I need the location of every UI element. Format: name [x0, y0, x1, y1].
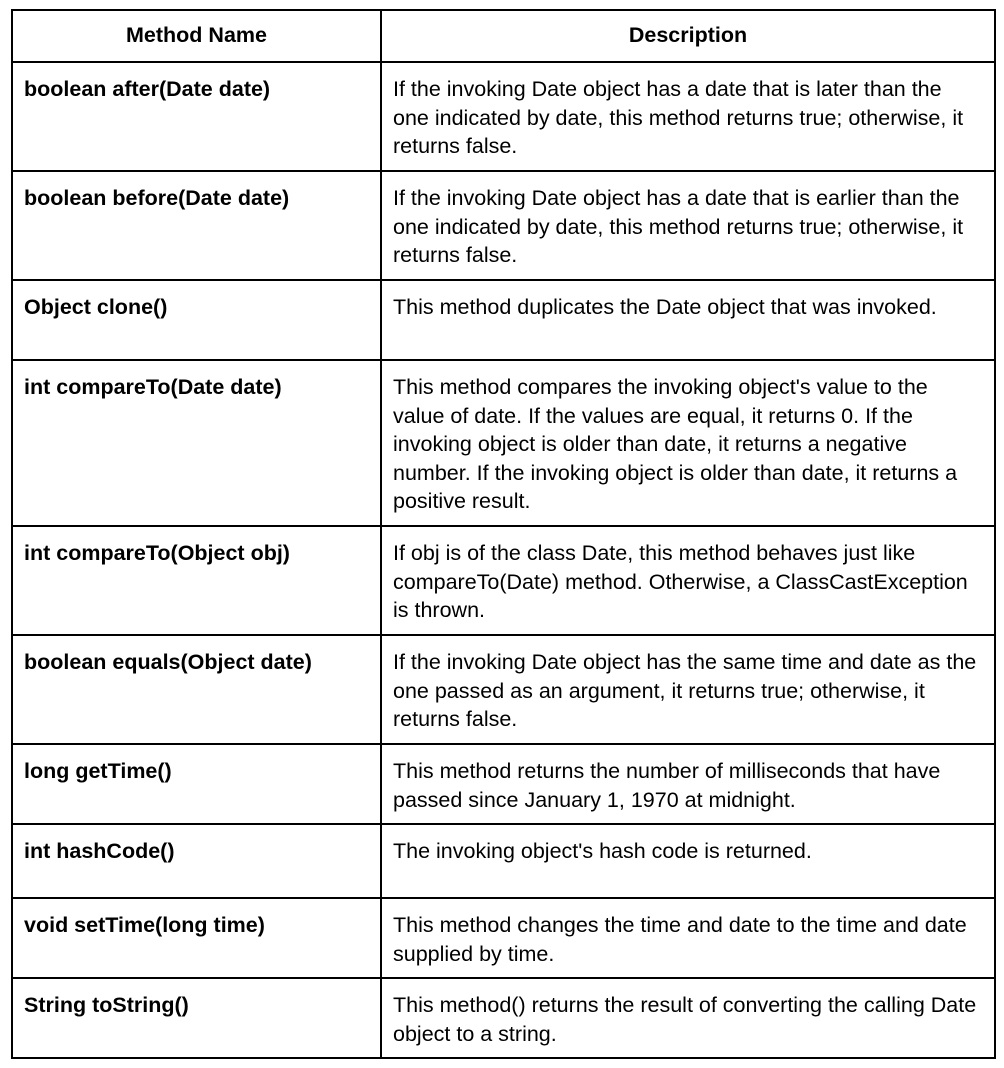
method-description-cell: This method() returns the result of converting the calling Date object to a string.: [381, 978, 995, 1058]
method-name-cell: boolean before(Date date): [12, 171, 381, 280]
method-name-cell: int compareTo(Object obj): [12, 526, 381, 635]
method-description-cell: This method duplicates the Date object that was invoked.: [381, 280, 995, 360]
method-name-cell: boolean equals(Object date): [12, 635, 381, 744]
table-row: [12, 978, 995, 1058]
method-description-cell: If the invoking Date object has a date that is earlier than the one indicated by date, this method returns true; otherwise, it returns false.: [381, 171, 995, 280]
header-method-name: Method Name: [12, 10, 381, 62]
method-description-cell: The invoking object's hash code is returned.: [381, 824, 995, 898]
method-description-cell: If obj is of the class Date, this method behaves just like compareTo(Date) method. Otherwise, a ClassCastException is thrown.: [381, 526, 995, 635]
table-row: [12, 526, 995, 635]
method-description-cell: This method compares the invoking object's value to the value of date. If the values are equal, it returns 0. If the invoking object is older than date, it returns a negative number. If the invoking object is older than date, it returns a positive result.: [381, 360, 995, 526]
table-row: [12, 171, 995, 280]
method-description-cell: If the invoking Date object has a date that is later than the one indicated by date, this method returns true; otherwise, it returns false.: [381, 62, 995, 171]
method-name-cell: int compareTo(Date date): [12, 360, 381, 526]
method-name-cell: Object clone(): [12, 280, 381, 360]
method-description-cell: This method returns the number of milliseconds that have passed since January 1, 1970 at midnight.: [381, 744, 995, 824]
method-name-cell: long getTime(): [12, 744, 381, 824]
method-name-cell: boolean after(Date date): [12, 62, 381, 171]
date-methods-table: [11, 9, 996, 1059]
table-row: [12, 280, 995, 360]
method-name-cell: String toString(): [12, 978, 381, 1058]
table-row: [12, 898, 995, 978]
table-row: [12, 360, 995, 526]
header-description: Description: [381, 10, 995, 62]
table-row: [12, 635, 995, 744]
table-row: [12, 62, 995, 171]
table-row: [12, 744, 995, 824]
method-description-cell: This method changes the time and date to the time and date supplied by time.: [381, 898, 995, 978]
method-name-cell: int hashCode(): [12, 824, 381, 898]
table-header-row: [12, 10, 995, 62]
method-description-cell: If the invoking Date object has the same time and date as the one passed as an argument, it returns true; otherwise, it returns false.: [381, 635, 995, 744]
method-name-cell: void setTime(long time): [12, 898, 381, 978]
table-row: [12, 824, 995, 898]
